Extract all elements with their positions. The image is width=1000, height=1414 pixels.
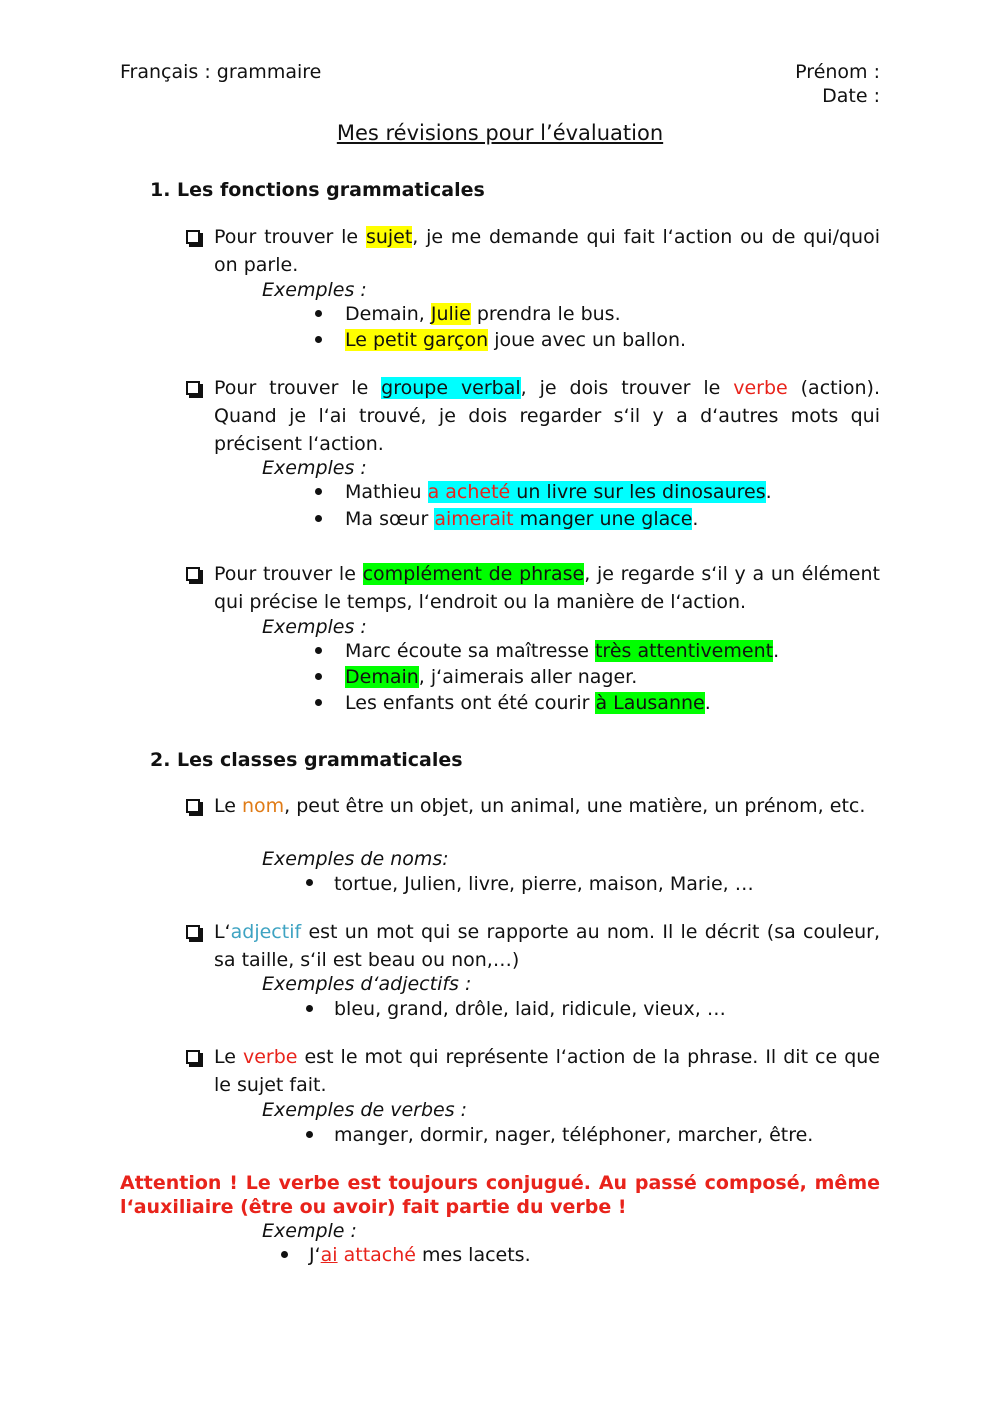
checkbox-icon [186, 230, 200, 244]
examples-label: Exemples d‘adjectifs : [262, 973, 472, 995]
highlight-sujet: sujet [365, 226, 413, 248]
bullet-icon [315, 673, 322, 680]
section-heading-1: 1. Les fonctions grammaticales [150, 179, 485, 201]
date-label: Date : [822, 85, 880, 107]
paragraph-verb: Le verbe est le mot qui représente l‘action de la phrase. Il dit ce que le sujet fait. [214, 1046, 880, 1096]
list-item: Ma sœur aimerait manger une glace. [345, 508, 699, 530]
paragraph-adjective: L‘adjectif est un mot qui se rapporte au nom. Il le décrit (sa couleur, sa taille, s‘il est beau ou non,…) [214, 921, 880, 971]
examples-label: Exemples : [262, 457, 367, 479]
list-item: Les enfants ont été courir à Lausanne. [345, 692, 711, 714]
bullet-icon [315, 647, 322, 654]
bullet-icon [281, 1251, 288, 1258]
paragraph-subject: Pour trouver le sujet, je me demande qui fait l‘action ou de qui/quoi on parle. [214, 226, 880, 276]
examples-label: Exemple : [262, 1220, 357, 1242]
checkbox-icon [186, 381, 200, 395]
examples-label: Exemples de verbes : [262, 1099, 468, 1121]
highlight-groupe-verbal: groupe verbal [381, 377, 521, 399]
paragraph-noun: Le nom, peut être un objet, un animal, une matière, un prénom, etc. [214, 795, 866, 817]
bullet-icon [306, 1131, 313, 1138]
section-heading-2: 2. Les classes grammaticales [150, 749, 463, 771]
examples-label: Exemples de noms: [262, 848, 449, 870]
list-item: Demain, j‘aimerais aller nager. [345, 666, 638, 688]
page-title: Mes révisions pour l’évaluation [336, 121, 664, 145]
bullet-icon [315, 488, 322, 495]
list-item: Demain, Julie prendra le bus. [345, 303, 621, 325]
bullet-icon [315, 515, 322, 522]
checkbox-icon [186, 567, 200, 581]
list-item: bleu, grand, drôle, laid, ridicule, vieux, … [334, 998, 726, 1020]
checkbox-icon [186, 799, 200, 813]
examples-label: Exemples : [262, 616, 367, 638]
bullet-icon [306, 1005, 313, 1012]
bullet-icon [315, 699, 322, 706]
list-item: J‘ai attaché mes lacets. [309, 1244, 531, 1266]
list-item: Mathieu a acheté un livre sur les dinosaures. [345, 481, 772, 503]
list-item: Le petit garçon joue avec un ballon. [345, 329, 687, 351]
bullet-icon [315, 336, 322, 343]
paragraph-complement: Pour trouver le complément de phrase, je regarde s‘il y a un élément qui précise le temps, l‘endroit ou la manière de l‘action. [214, 563, 880, 613]
bullet-icon [315, 310, 322, 317]
list-item: manger, dormir, nager, téléphoner, marcher, être. [334, 1124, 814, 1146]
attention-note: Attention ! Le verbe est toujours conjugué. Au passé composé, même l‘auxiliaire (être ou avoir) fait partie du verbe ! [120, 1172, 880, 1218]
first-name-label: Prénom : [795, 61, 880, 83]
highlight-complement: complément de phrase [362, 563, 585, 585]
list-item: tortue, Julien, livre, pierre, maison, Marie, … [334, 873, 754, 895]
bullet-icon [306, 879, 313, 886]
paragraph-verbal-group: Pour trouver le groupe verbal, je dois trouver le verbe (action). Quand je l‘ai trouvé, je dois regarder s‘il y a d‘autres mots qui précisent l‘action. [214, 377, 880, 455]
checkbox-icon [186, 1050, 200, 1064]
examples-label: Exemples : [262, 279, 367, 301]
checkbox-icon [186, 925, 200, 939]
list-item: Marc écoute sa maîtresse très attentivement. [345, 640, 780, 662]
subject-label: Français : grammaire [120, 61, 322, 83]
